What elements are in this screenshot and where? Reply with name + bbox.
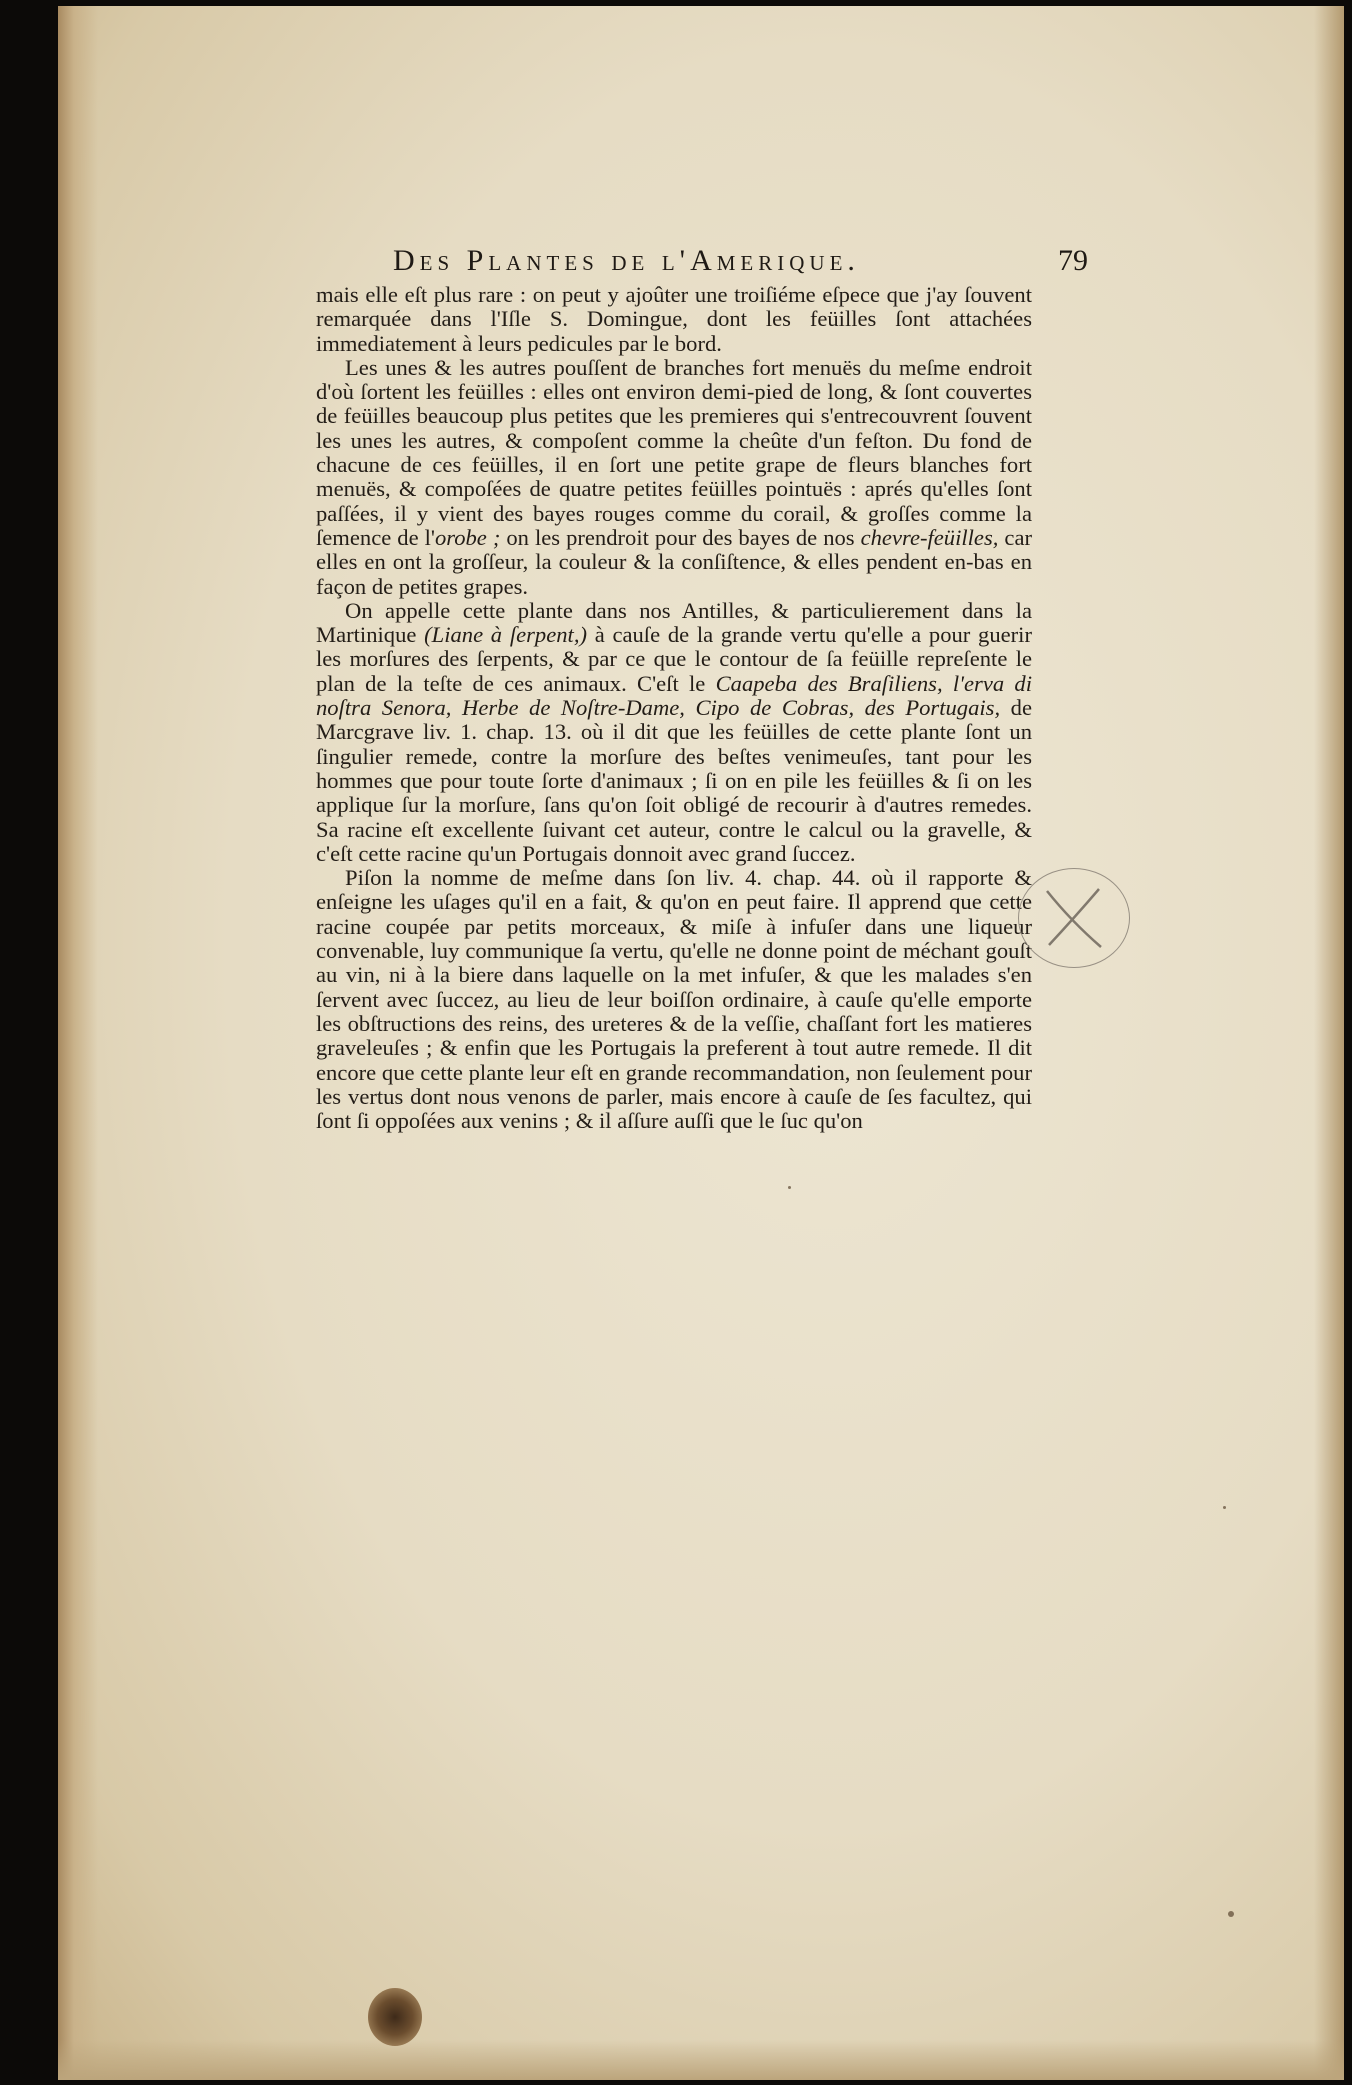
book-page	[58, 6, 1344, 2080]
text-run: de Marcgrave liv. 1. chap. 13. où il dit que les feüilles de cette plante ſont un ſingulier remede, contre la morſure des beſtes venimeuſes, tant pour les hommes que pour toute ſorte d'animaux ; ſi on en pile les feüilles & ſi on les applique ſur la morſure, ſans qu'on ſoit obligé de recourir à d'autres remedes. Sa racine eſt excellente ſuivant cet auteur, contre le calcul ou la gravelle, & c'eſt cette racine qu'un Portugais donnoit avec grand ſuccez.	[316, 695, 1032, 866]
text-run: On appelle cette plante dans nos Antilles, & particulierement dans la Martinique	[316, 597, 1032, 648]
page-edge	[1314, 6, 1344, 2080]
page-edge-bottom	[58, 2040, 1344, 2080]
italic-run: chevre-feüilles,	[860, 524, 999, 550]
speck	[1223, 1506, 1226, 1509]
paragraph	[316, 599, 1032, 866]
speck	[1228, 1911, 1234, 1917]
text-run: Piſon la nomme de meſme dans ſon liv. 4. chap. 44. où il rapporte & enſeigne les uſages qu'il en a fait, & qu'on en peut faire. Il apprend que cette racine coupée par petits morceaux, & miſe à infuſer dans une liqueur convenable, luy communique ſa vertu, qu'elle ne donne point de méchant gouſt au vin, ni à la biere dans laquelle on la met infuſer, & que les malades s'en ſervent avec ſuccez, au lieu de leur boiſſon ordinaire, à cauſe qu'elle emporte les obſtructions des reins, des ureteres & de la veſſie, chaſſant fort les matieres graveleuſes ; & enfin que les Portugais la preferent à tout autre remede. Il dit encore que cette plante leur eſt en grande recommandation, non ſeulement pour les vertus dont nous venons de parler, mais encore à cauſe de ſes facultez, qui ſont ſi oppoſées aux venins ; & il aſſure auſſi que le ſuc qu'on	[316, 865, 1032, 1134]
text-run: on les prendroit pour des bayes de nos	[500, 524, 861, 550]
italic-run: orobe ;	[434, 524, 501, 550]
body-text	[316, 283, 1032, 1133]
paragraph	[316, 283, 1032, 356]
text-run: mais elle eſt plus rare : on peut y ajoûter une troiſiéme eſpece que j'ay ſouvent remarquée dans l'Iſle S. Domingue, dont les feüilles ſont attachées immediatement à leurs pedicules par le bord.	[316, 282, 1032, 356]
page-number: 79	[1058, 244, 1088, 277]
speck	[788, 1186, 791, 1189]
italic-run: Caapeba des Braſiliens, l'erva di noſtra Senora, Herbe de Noſtre-Dame, Cipo de Cobras, des Portugais,	[316, 670, 1033, 721]
circled-x-mark-icon	[1018, 868, 1130, 968]
page-gutter	[58, 6, 98, 2080]
italic-run: (Liane à ſerpent,)	[424, 622, 587, 648]
paragraph	[316, 356, 1032, 599]
ink-stain	[368, 1988, 422, 2046]
text-run: car elles en ont la groſſeur, la couleur & la conſiſtence, & elles pendent en-bas en façon de petites grapes.	[316, 524, 1032, 599]
running-title: Des Plantes de l'Amerique.	[393, 244, 860, 277]
page-header	[393, 244, 1088, 284]
paragraph	[316, 866, 1032, 1133]
text-run: à cauſe de la grande vertu qu'elle a pour guerir les morſures des ſerpents, & par ce que le contour de ſa feüille repreſente le plan de la teſte de ces animaux. C'eſt le	[316, 622, 1032, 696]
text-run: Les unes & les autres pouſſent de branches fort menuës du meſme endroit d'où ſortent les feüilles : elles ont environ demi-pied de long, & ſont couvertes de feüilles beaucoup plus petites que les premieres qui s'entrecouvrent ſouvent les unes les autres, & compoſent comme la cheûte d'un feſton. Du fond de chacune de ces feüilles, il en ſort une petite grape de fleurs blanches fort menuës, & compoſées de quatre petites feüilles pointuës : aprés qu'elles ſont paſſées, il y vient des bayes rouges comme du corail, & groſſes comme la ſemence de l'	[316, 354, 1032, 550]
